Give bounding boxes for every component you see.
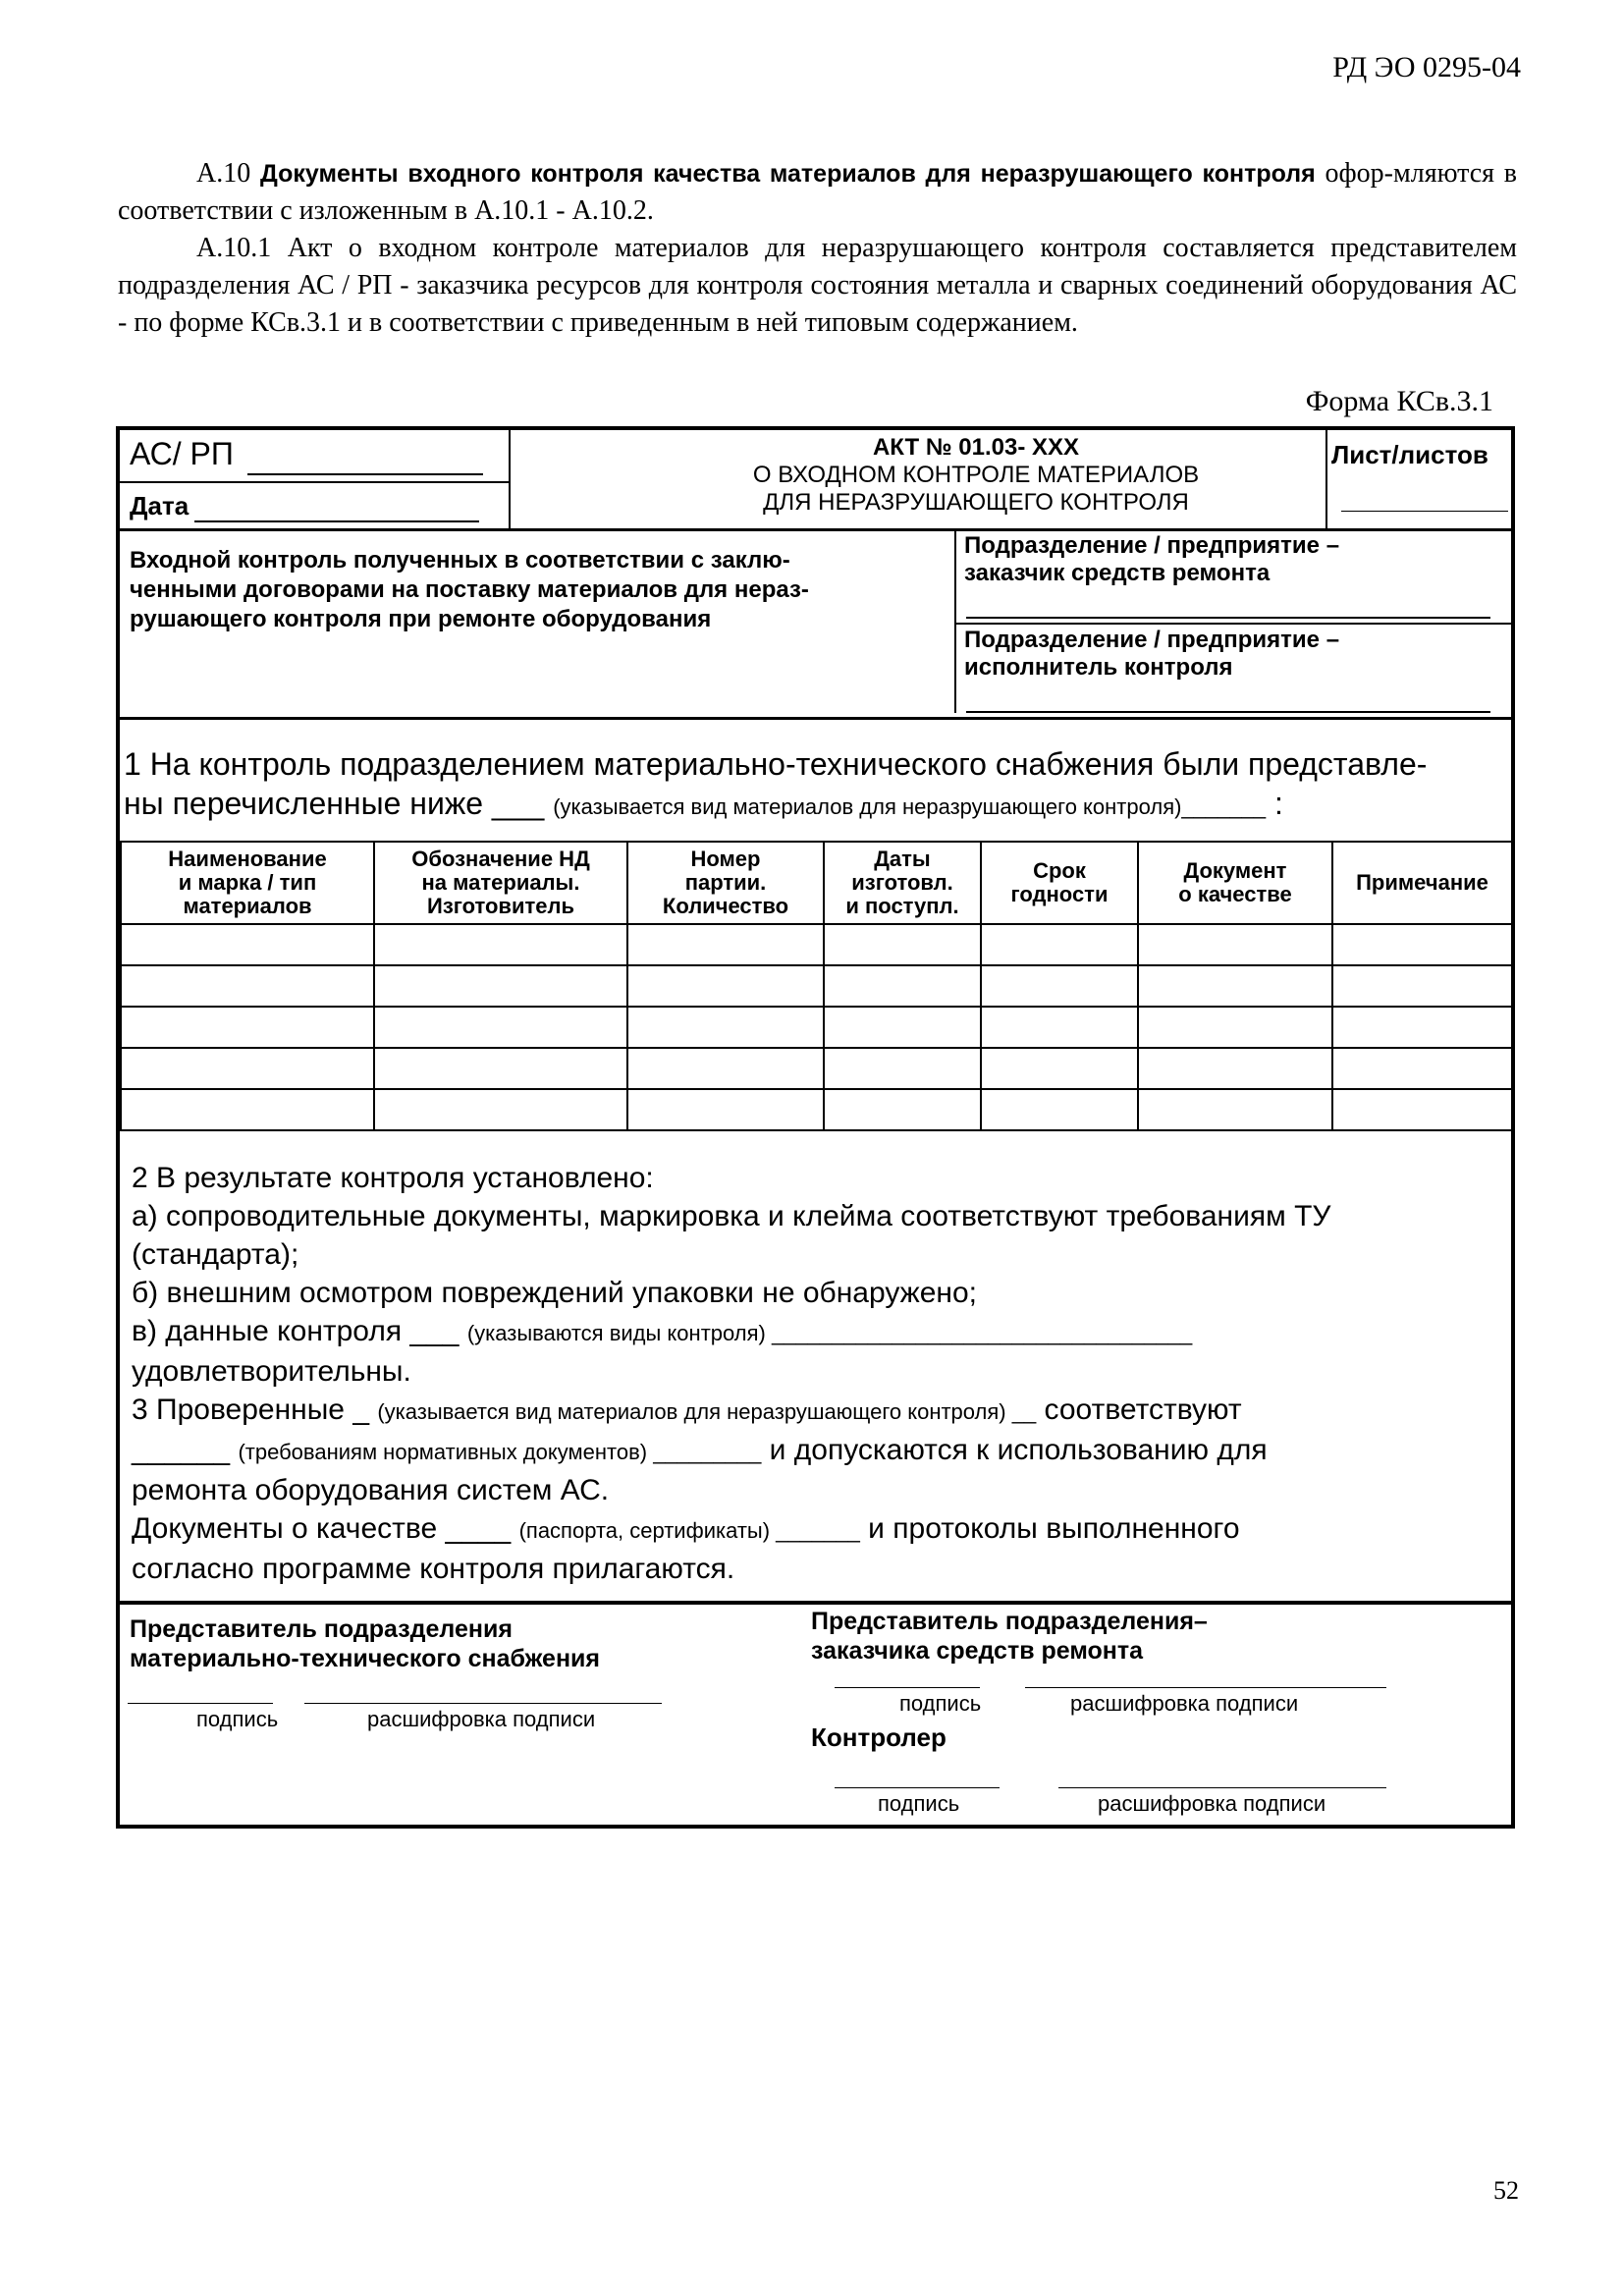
paragraph-a10 xyxy=(118,155,1517,230)
supply-signature-field[interactable] xyxy=(128,1703,273,1704)
date-field[interactable] xyxy=(194,520,479,522)
as-rp-label: АС/ РП xyxy=(130,436,234,471)
s3-line1: 3 Проверенные _ (указывается вид материалов для неразрушающего контроля) __ соответствуют xyxy=(132,1394,1242,1426)
sheets-label: Лист/листов xyxy=(1331,440,1488,469)
as-rp-field[interactable] xyxy=(247,473,483,475)
sheets-field[interactable] xyxy=(1341,511,1508,512)
date-label: Дата xyxy=(130,491,189,520)
materials-table xyxy=(120,841,1513,1131)
executor-unit-field[interactable] xyxy=(966,711,1490,713)
incoming-control-text: Входной контроль полученных в соответствии с заклю- ченными договорами на поставку материалов для нераз- рушающего контроля при ремонте оборудования xyxy=(130,547,809,632)
document-code: РД ЭО 0295-04 xyxy=(1332,51,1521,83)
controller-signature-decode-caption: расшифровка подписи xyxy=(1098,1791,1326,1816)
s3-line4: Документы о качестве ____ (паспорта, сертификаты) _______ и протоколы выполненного xyxy=(132,1512,1240,1545)
supply-signature-caption: подпись xyxy=(196,1707,279,1731)
section-title: Документы входного контроля качества материалов для неразрушающего контроля xyxy=(260,160,1316,188)
supply-signature-decode-caption: расшифровка подписи xyxy=(367,1707,596,1731)
table-header-row xyxy=(121,842,1512,924)
col-note: Примечание xyxy=(1332,842,1512,924)
customer-unit-label: Подразделение / предприятие – заказчик средств ремонта xyxy=(964,532,1340,586)
rep-supply-label: Представитель подразделения материально-технического снабжения xyxy=(130,1615,601,1672)
s3-line2: ______ (требованиям нормативных документов) _________ и допускаются к использованию для xyxy=(132,1434,1268,1466)
col-nd: Обозначение НД на материалы. Изготовитель xyxy=(374,842,627,924)
customer-signature-caption: подпись xyxy=(899,1691,982,1716)
paragraph-a10-1: А.10.1 Акт о входном контроле материалов для неразрушающего контроля составляется представителем подразделения АС / РП - заказчика ресурсов для контроля состояния металла и сварных соединений оборудования АС - по форме КСв.3.1 и в соответствии с приведенным в ней типовым содержанием. xyxy=(118,233,1517,338)
controller-signature-decode-field[interactable] xyxy=(1058,1787,1386,1788)
customer-signature-decode-caption: расшифровка подписи xyxy=(1070,1691,1299,1716)
controller-signature-field[interactable] xyxy=(835,1787,1000,1788)
s3-line3: ремонта оборудования систем АС. xyxy=(132,1474,610,1506)
supply-signature-decode-field[interactable] xyxy=(304,1703,662,1704)
col-shelf-life: Срок годности xyxy=(981,842,1138,924)
s2-a: а) сопроводительные документы, маркировка и клейма соответствуют требованиям ТУ (стандарта); xyxy=(132,1200,1331,1271)
act-form xyxy=(116,426,1515,1829)
table-row xyxy=(121,1048,1512,1089)
controller-signature-caption: подпись xyxy=(878,1791,960,1816)
s2-b: б) внешним осмотром повреждений упаковки не обнаружено; xyxy=(132,1277,977,1309)
controller-label: Контролер xyxy=(811,1722,947,1752)
table-row xyxy=(121,1007,1512,1048)
col-quality-doc: Документ о качестве xyxy=(1138,842,1332,924)
rep-customer-label: Представитель подразделения– заказчика средств ремонта xyxy=(811,1608,1208,1665)
table-row xyxy=(121,965,1512,1007)
section-rest: офор-мляются в соответствии с изложенным в А.10.1 - А.10.2. xyxy=(118,158,1518,226)
section-2-3 xyxy=(132,1159,1506,1588)
customer-unit-field[interactable] xyxy=(966,617,1490,619)
section-1: 1 На контроль подразделением материально-технического снабжения были представле- ны перечисленные ниже ___ (указывается вид материалов для неразрушающего контроля)_______ : xyxy=(124,746,1428,821)
table-row xyxy=(121,924,1512,965)
customer-signature-field[interactable] xyxy=(835,1687,980,1688)
col-batch: Номер партии. Количество xyxy=(627,842,824,924)
customer-signature-decode-field[interactable] xyxy=(1025,1687,1386,1688)
act-title: АКТ № 01.03- ХХХ О ВХОДНОМ КОНТРОЛЕ МАТЕРИАЛОВ ДЛЯ НЕРАЗРУШАЮЩЕГО КОНТРОЛЯ xyxy=(752,434,1200,516)
col-dates: Даты изготовл. и поступл. xyxy=(824,842,981,924)
executor-unit-label: Подразделение / предприятие – исполнитель контроля xyxy=(964,627,1340,681)
col-name: Наименование и марка / тип материалов xyxy=(121,842,374,924)
s2-title: 2 В результате контроля установлено: xyxy=(132,1162,654,1194)
s2-c-result: удовлетворительны. xyxy=(132,1355,411,1388)
page-number: 52 xyxy=(1493,2176,1519,2205)
s3-line5: согласно программе контроля прилагаются. xyxy=(132,1553,735,1585)
intro-text xyxy=(118,155,1517,342)
section-number: А.10 xyxy=(196,158,251,189)
form-label: Форма КСв.3.1 xyxy=(1305,385,1493,417)
s2-c: в) данные контроля ___ (указываются виды контроля) ___________________________________ xyxy=(132,1315,1193,1347)
table-row xyxy=(121,1089,1512,1130)
